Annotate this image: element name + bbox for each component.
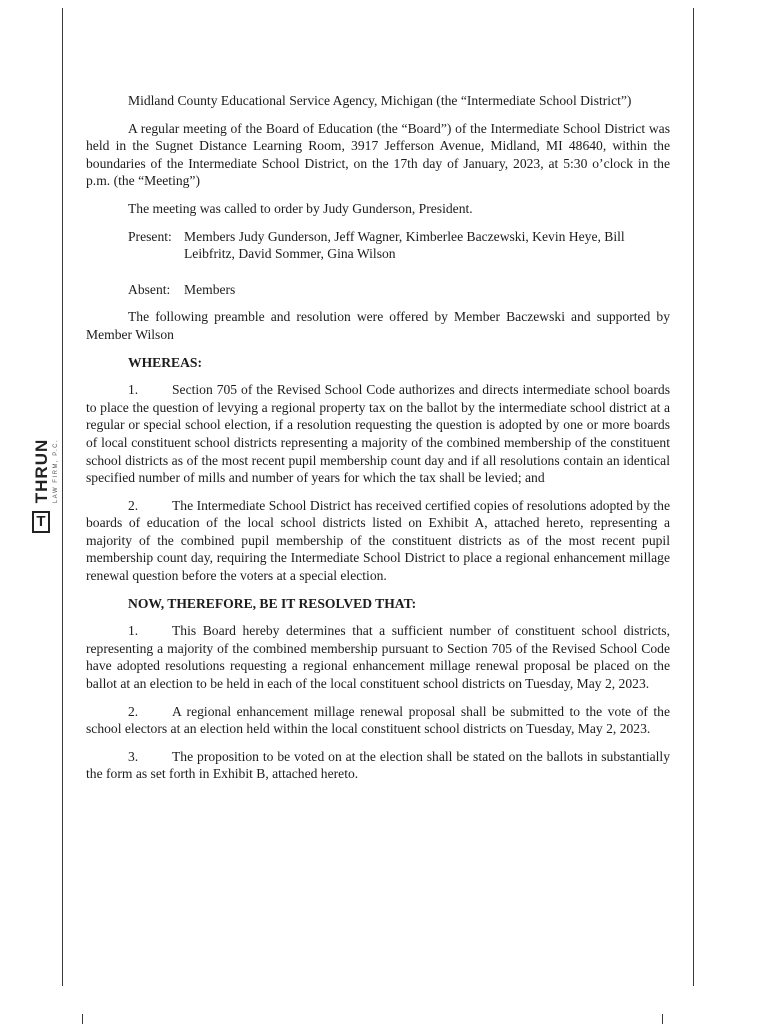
- right-margin-line: [693, 8, 694, 986]
- item-number: 2.: [128, 497, 139, 513]
- called-to-order: The meeting was called to order by Judy Gunderson, President.: [128, 200, 473, 216]
- item-text: Section 705 of the Revised School Code authorizes and directs intermediate school boards to place the question of levying a regional property tax on the ballot by the intermediate school district at a regular or special school election, if a resolution requesting the question is adopted by one or more boards of local constituent school districts representing a majority of the combined membership of the constituent school districts as of the most recent pupil membership count day and if all resolutions contain an identical specified number of mills and number of years for which the tax shall be levied; and: [86, 382, 670, 486]
- resolution-document: [86, 92, 670, 793]
- present-label: Present:: [128, 228, 172, 244]
- resolved-item: [86, 748, 670, 783]
- resolved-item: [86, 622, 670, 692]
- bottom-tick-right: [662, 1014, 663, 1024]
- item-number: 1.: [128, 623, 139, 639]
- item-text: The proposition to be voted on at the election shall be stated on the ballots in substantially the form as set forth in Exhibit B, attached hereto.: [86, 748, 670, 782]
- item-text: The Intermediate School District has received certified copies of resolutions adopted by the boards of education of the local school districts listed on Exhibit A, attached hereto, representing a majority of the combined pupil membership of the constituent districts as of the most recent pupil membership count day, requiring the Intermediate School District to place a regional enhancement millage renewal question before the voters at a special election.: [86, 497, 670, 584]
- item-number: 2.: [128, 703, 139, 719]
- preamble-paragraph: The following preamble and resolution were offered by Member Baczewski and supported by Member Wilson: [86, 309, 670, 342]
- whereas-item: [86, 497, 670, 585]
- present-members: Members Judy Gunderson, Jeff Wagner, Kimberlee Baczewski, Kevin Heye, Bill Leibfritz, David Sommer, Gina Wilson: [184, 228, 625, 262]
- item-number: 3.: [128, 748, 139, 764]
- firm-subtitle: LAW FIRM, P.C.: [53, 438, 59, 504]
- present-block: [128, 228, 670, 263]
- absent-label: Absent:: [128, 281, 171, 297]
- item-text: A regional enhancement millage renewal proposal shall be submitted to the vote of the school electors at an election held within the local constituent school districts on Tuesday, May 2, 2023.: [86, 703, 670, 737]
- left-margin-line: [62, 8, 63, 986]
- resolved-item: [86, 703, 670, 738]
- firm-logo-mark: T: [32, 511, 50, 533]
- absent-members: Members: [184, 281, 236, 297]
- whereas-item: [86, 381, 670, 487]
- item-text: This Board hereby determines that a sufficient number of constituent school districts, representing a majority of the combined membership pursuant to Section 705 of the Revised School Code have adopted resolutions requesting a regional enhancement millage renewal proposal be placed on the ballot at an election to be held in each of the local constituent school districts on Tuesday, May 2, 2023.: [86, 623, 670, 692]
- meeting-paragraph: A regular meeting of the Board of Education (the “Board”) of the Intermediate School District was held in the Sugnet Distance Learning Room, 3917 Jefferson Avenue, Midland, MI 48640, within the boundaries of the Intermediate School District, on the 17th day of January, 2023, at 5:30 o’clock in the p.m. (the “Meeting”): [86, 120, 670, 189]
- resolved-heading: NOW, THEREFORE, BE IT RESOLVED THAT:: [128, 595, 417, 611]
- bottom-tick-left: [82, 1014, 83, 1024]
- absent-block: [128, 281, 670, 299]
- firm-name: THRUN: [32, 438, 51, 504]
- intro-paragraph: Midland County Educational Service Agency, Michigan (the “Intermediate School District”): [128, 93, 632, 108]
- item-number: 1.: [128, 382, 139, 398]
- firm-logo: [20, 425, 59, 537]
- whereas-heading: WHEREAS:: [128, 354, 203, 370]
